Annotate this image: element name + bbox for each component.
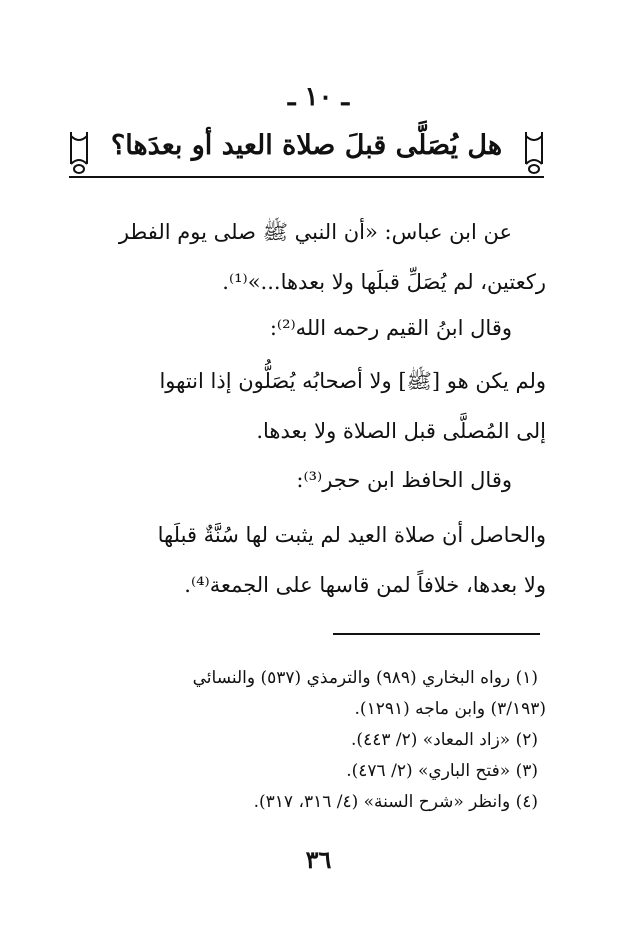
paragraph-ibn-qayyim-quote [64,356,546,456]
chapter-heading [63,128,550,182]
title-underline [69,176,544,178]
paragraph-ibn-qayyim-intro [64,303,546,353]
footnote-line: (٢) «زاد المعاد» (٢/ ٤٤٣). [351,730,538,750]
chapter-title: هل يُصَلَّى قبلَ صلاة العيد أو بعدَها؟ [110,130,503,161]
paragraph-line: وقال الحافظ ابن حجر⁽³⁾: [296,468,512,492]
paragraph-line: ولم يكن هو [ﷺ] ولا أصحابُه يُصَلُّون إذا انتهوا [159,369,546,393]
paragraph-line: ركعتين، لم يُصَلِّ قبلَها ولا بعدها...»⁽¹⁾. [222,270,546,294]
page-number: ٣٦ [305,845,332,874]
ornament-right-icon [522,130,546,174]
footnotes [64,663,546,818]
footnote-separator [333,633,540,635]
chapter-number: ـ ١٠ ـ [287,82,350,112]
footnote-line: (٣) «فتح الباري» (٢/ ٤٧٦). [346,761,538,781]
footnote-line: (١) رواه البخاري (٩٨٩) والترمذي (٥٣٧) والنسائي [192,668,538,688]
ornament-left-icon [67,130,91,174]
paragraph-line: ولا بعدها، خلافاً لمن قاسها على الجمعة⁽⁴⁾. [184,573,546,597]
paragraph-line: إلى المُصلَّى قبل الصلاة ولا بعدها. [256,419,546,443]
paragraph-hadith [64,207,546,307]
paragraph-line: وقال ابنُ القيم رحمه الله⁽²⁾: [269,316,512,340]
paragraph-line: والحاصل أن صلاة العيد لم يثبت لها سُنَّةٌ قبلَها [157,523,546,547]
paragraph-ibn-hajar-intro [64,455,546,505]
footnote-line: (٤) وانظر «شرح السنة» (٤/ ٣١٦، ٣١٧). [253,792,538,812]
footnote-line: (٣/١٩٣) وابن ماجه (١٢٩١). [354,699,546,719]
paragraph-ibn-hajar-quote [64,510,546,610]
paragraph-line: عن ابن عباس: «أن النبي ﷺ صلى يوم الفطر [118,220,512,244]
